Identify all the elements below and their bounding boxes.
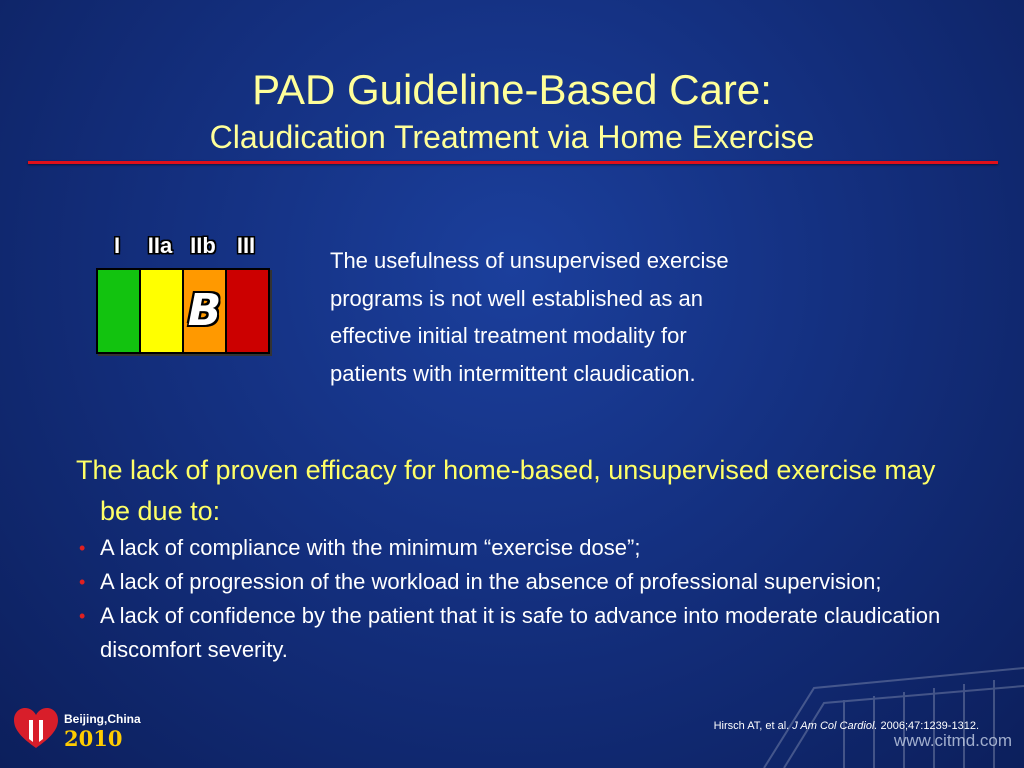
watermark: www.citmd.com xyxy=(893,731,1012,750)
recommendation-line: patients with intermittent claudication. xyxy=(330,360,696,386)
bullet-text: A lack of progression of the workload in the absence of professional supervision; xyxy=(100,569,882,594)
explanation-bullet-list xyxy=(78,531,958,667)
class-label-i: I xyxy=(113,233,121,258)
bullet-icon: • xyxy=(79,572,86,592)
class-iii-box xyxy=(227,270,268,352)
logo-year: 2010 xyxy=(64,726,123,751)
heart-logo-icon xyxy=(12,706,60,752)
logo-city: Beijing,China xyxy=(64,712,141,726)
slide-title: PAD Guideline-Based Care: xyxy=(252,66,772,113)
title-divider xyxy=(28,161,998,164)
explanation-lead: The lack of proven efficacy for home-based, unsupervised exercise may be due to: xyxy=(76,455,936,526)
recommendation-line: effective initial treatment modality for xyxy=(330,323,687,348)
recommendation-text xyxy=(330,242,850,392)
bullet-icon: • xyxy=(79,538,86,558)
list-item xyxy=(78,599,958,667)
citation-authors: Hirsch AT, et al. xyxy=(713,720,790,732)
slide-subtitle: Claudication Treatment via Home Exercise xyxy=(209,119,815,155)
citation-reference: 2006;47:1239-1312. xyxy=(880,720,979,732)
bullet-text: A lack of compliance with the minimum “exercise dose”; xyxy=(100,535,641,560)
recommendation-line: programs is not well established as an xyxy=(330,285,703,311)
list-item xyxy=(78,531,958,565)
list-item xyxy=(78,565,958,599)
class-iib-box xyxy=(184,270,227,352)
evidence-level-badge: B xyxy=(187,285,222,336)
recommendation-line: The usefulness of unsupervised exercise xyxy=(330,248,729,273)
class-label-iii: III xyxy=(236,233,256,258)
recommendation-class-chart xyxy=(96,268,270,354)
citation-journal: J Am Col Cardiol. xyxy=(792,720,878,732)
class-label-iia: IIa xyxy=(147,233,173,258)
class-iia-box xyxy=(141,270,184,352)
recommendation-class-labels xyxy=(96,232,268,262)
bullet-icon: • xyxy=(79,606,86,626)
conference-logo xyxy=(12,706,152,756)
bullet-text: A lack of confidence by the patient that it is safe to advance into moderate claudication discomfort severity. xyxy=(100,603,941,662)
class-label-iib: IIb xyxy=(190,233,216,258)
class-i-box xyxy=(98,270,141,352)
